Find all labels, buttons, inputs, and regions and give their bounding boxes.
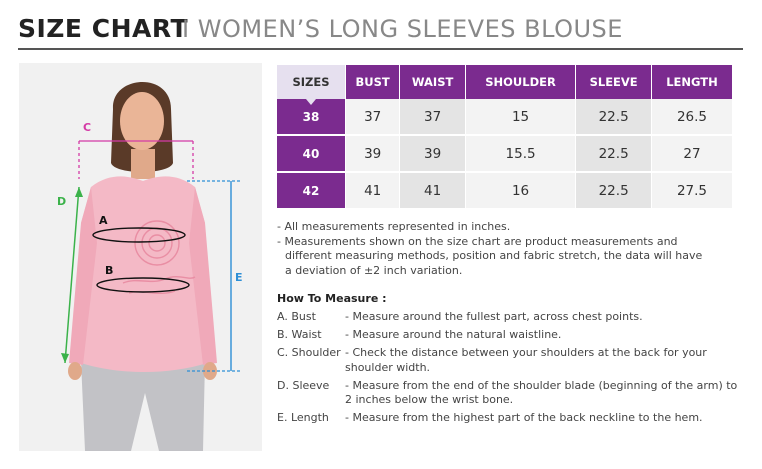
header-bust: BUST	[346, 65, 400, 99]
header-shoulder: SHOULDER	[465, 65, 575, 99]
list-item	[277, 328, 747, 343]
table-row	[277, 135, 733, 172]
measure-description: - Measure around the natural waistline.	[345, 328, 562, 341]
sleeve-cell: 22.5	[576, 172, 652, 209]
label-d: D	[57, 195, 67, 208]
list-item	[277, 310, 747, 325]
page-title: SIZE CHART	[18, 14, 189, 43]
note-line: - Measurements shown on the size chart are product measurements and	[277, 234, 678, 248]
size-cell: 40	[277, 135, 346, 172]
note-line: different measuring methods, position and fabric stretch, the data will have	[285, 249, 703, 262]
measure-label: A. Bust	[277, 310, 316, 323]
label-a: A	[99, 214, 108, 227]
note-line: - All measurements represented in inches.	[277, 220, 511, 233]
pants-shape	[81, 361, 205, 451]
measure-description: - Measure around the fullest part, across chest points.	[345, 310, 643, 323]
measure-label: D. Sleeve	[277, 378, 330, 392]
label-e: E	[235, 271, 243, 284]
label-c: C	[83, 121, 92, 134]
header-sleeve: SLEEVE	[576, 65, 652, 99]
shoulder-cell: 16	[465, 172, 575, 209]
table-row	[277, 172, 733, 209]
waist-cell: 39	[400, 135, 466, 172]
left-hand	[68, 362, 82, 380]
size-cell: 42	[277, 172, 346, 209]
table-header-row	[277, 65, 733, 99]
list-item	[277, 379, 747, 408]
length-cell: 27.5	[651, 172, 732, 209]
measurement-notes	[277, 220, 737, 278]
length-cell: 26.5	[651, 99, 732, 135]
measure-description: - Measure from the highest part of the back neckline to the hem.	[345, 411, 703, 424]
bust-cell: 37	[346, 99, 400, 135]
bust-cell: 39	[346, 135, 400, 172]
blouse-body	[81, 176, 207, 372]
how-to-measure-title: How To Measure :	[277, 292, 387, 305]
header-length: LENGTH	[651, 65, 732, 99]
shoulder-cell: 15.5	[465, 135, 575, 172]
measure-label: C. Shoulder	[277, 346, 341, 359]
measure-label: B. Waist	[277, 328, 322, 341]
measure-description: - Measure from the end of the shoulder blade (beginning of the arm) to 2 inches below the wrist bone.	[345, 378, 738, 406]
shoulder-cell: 15	[465, 99, 575, 135]
header-waist: WAIST	[400, 65, 466, 99]
waist-cell: 41	[400, 172, 466, 209]
how-to-measure-list	[277, 310, 747, 429]
neck-shape	[131, 149, 155, 179]
measure-label: E. Length	[277, 411, 329, 424]
sleeve-cell: 22.5	[576, 135, 652, 172]
header-pointer-icon	[306, 99, 316, 105]
note-line: a deviation of ±2 inch variation.	[285, 263, 463, 277]
page-subtitle: I WOMEN’S LONG SLEEVES BLOUSE	[182, 15, 623, 43]
header-sizes: SIZES	[277, 65, 346, 99]
list-item	[277, 411, 747, 426]
model-photo	[19, 63, 262, 451]
size-table	[277, 65, 733, 210]
measure-description: - Check the distance between your shoulders at the back for your shoulder width.	[345, 346, 707, 374]
bust-cell: 41	[346, 172, 400, 209]
size-cell: 38	[277, 99, 346, 135]
length-cell: 27	[651, 135, 732, 172]
sleeve-cell: 22.5	[576, 99, 652, 135]
waist-cell: 37	[400, 99, 466, 135]
model-illustration	[19, 63, 262, 451]
header	[18, 12, 743, 50]
label-b: B	[105, 264, 114, 277]
table-row	[277, 99, 733, 135]
list-item	[277, 346, 747, 375]
